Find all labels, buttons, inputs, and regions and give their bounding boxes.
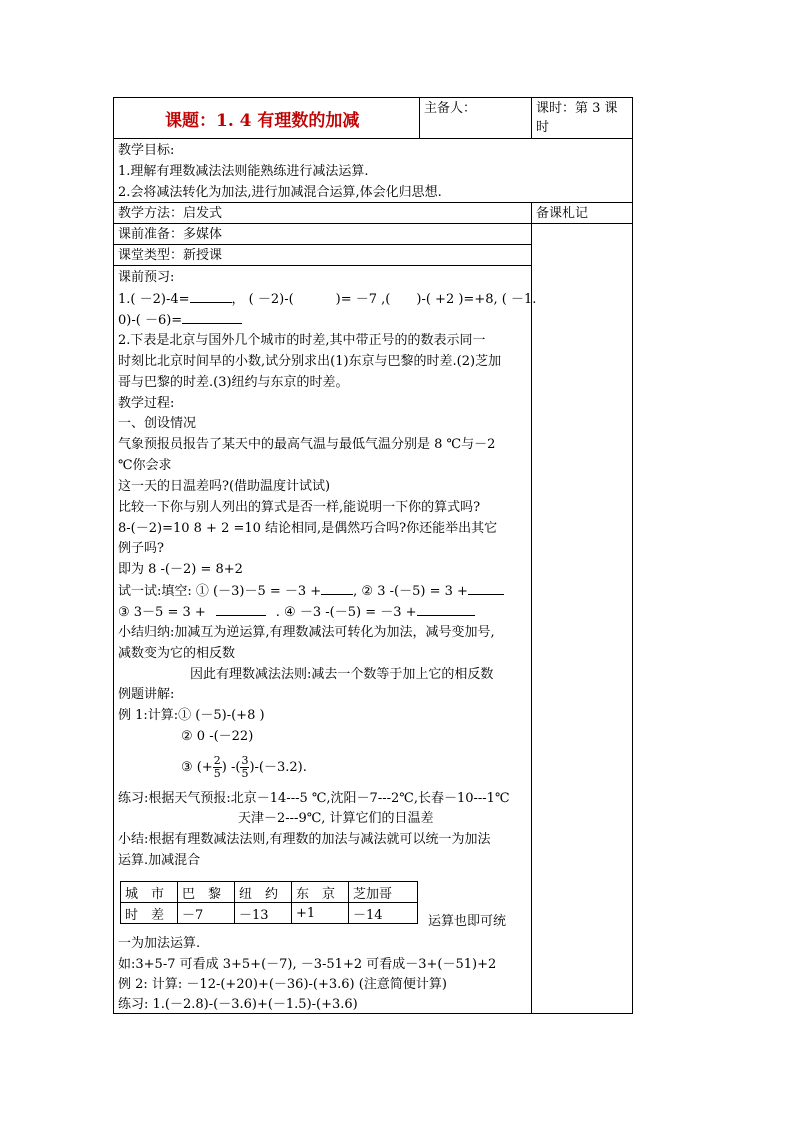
table-cell: 城 市 — [121, 882, 178, 903]
text: 0)-( －6)= — [118, 313, 183, 328]
goal-item: 1.理解有理数减法法则能熟练进行减法运算. — [118, 164, 369, 179]
lesson-type: 课堂类型：新授课 — [118, 248, 223, 263]
process-heading: 教学过程: — [118, 396, 175, 411]
divider — [113, 202, 633, 203]
notes-label: 备课札记 — [536, 206, 589, 221]
body-text: 即为 8 -(－2) = 8+2 — [118, 562, 243, 577]
example-line: ② 0 -(－22) — [181, 729, 254, 744]
table-cell: －7 — [178, 903, 235, 924]
body-text: ℃你会求 — [118, 458, 172, 473]
body-text: 减数变为它的相反数 — [118, 646, 236, 661]
summary-line: 小结:根据有理数减法法则,有理数的加法与减法就可以统一为加法 — [118, 832, 491, 847]
body-text: 运算也即可统 — [428, 914, 507, 929]
practice-line: 天津－2---9℃, 计算它们的日温差 — [238, 811, 434, 826]
body-text: 如:3+5-7 可看成 3+5+(－7), －3-51+2 可看成－3+(－51)+2 — [118, 957, 497, 972]
text: ③ (+ — [181, 760, 213, 775]
table-row — [121, 903, 418, 924]
examples-heading: 例题讲解: — [118, 687, 175, 702]
divider — [113, 265, 531, 266]
table-cell: 东 京 — [292, 882, 349, 903]
table-row — [121, 882, 418, 903]
text: ③ 3－5 = 3 + — [118, 605, 206, 620]
table-cell: －13 — [235, 903, 292, 924]
text: ) -( — [221, 760, 241, 775]
text: . ④ －3 -(－5) = －3 + — [275, 605, 417, 620]
goal-item: 2.会将减法转化为加法,进行加减混合运算,体会化归思想. — [118, 185, 442, 200]
text: 1.( －2)-4= — [118, 292, 190, 307]
body-text: 例 2: 计算: －12-(+20)+(－36)-(+3.6) (注意简便计算) — [118, 977, 447, 992]
body-text: 8-(－2)=10 8 + 2 =10 结论相同,是偶然巧合吗?你还能举出其它 — [118, 521, 498, 536]
preview-line — [118, 290, 536, 308]
class-hours-label: 课时：第 3 课 — [536, 101, 618, 116]
divider — [531, 97, 532, 138]
preview-line — [118, 311, 242, 329]
practice-line: 练习:根据天气预报:北京－14---5 ℃,沈阳－7---2℃,长春－10---1℃ — [118, 791, 510, 806]
preview-heading: 课前预习: — [118, 270, 175, 285]
page-title: 课题：1. 4 有理数的加减 — [165, 111, 360, 131]
preview-line: 哥与巴黎的时差.(3)纽约与东京的时差。 — [118, 375, 349, 390]
body-text: 小结归纳:加减互为逆运算,有理数减法可转化为加法，减号变加号, — [118, 625, 495, 640]
goals-heading: 教学目标: — [118, 143, 175, 158]
body-text: 气象预报员报告了某天中的最高气温与最低气温分别是 8 ℃与－2 — [118, 437, 496, 452]
divider — [419, 97, 420, 138]
answer-blank — [216, 603, 266, 616]
text: 试一试:填空: ① (－3)－5 = －3 + — [118, 584, 322, 599]
text: )-(－3.2). — [249, 760, 307, 775]
summary-line: 运算.加减混合 — [118, 853, 201, 868]
divider — [113, 244, 531, 245]
answer-blank — [321, 582, 353, 595]
exercise-line — [118, 603, 475, 621]
body-text: 这一天的日温差吗?(借助温度计试试) — [118, 479, 331, 494]
fraction: $\frac{2}{5}$ — [213, 754, 221, 780]
table-cell: －14 — [349, 903, 418, 924]
text: )-( +2 )=+8, ( －1. — [416, 292, 537, 307]
teaching-method: 教学方法：启发式 — [118, 206, 223, 221]
preview-line: 2.下表是北京与国外几个城市的时差,其中带正号的的数表示同一 — [118, 333, 486, 348]
preparation: 课前准备：多媒体 — [118, 227, 223, 242]
text: ， ( －2)-( — [231, 292, 294, 307]
preview-line: 时刻比北京时间早的小数,试分别求出(1)东京与巴黎的时差.(2)芝加 — [118, 354, 502, 369]
class-hours-label-cont: 时 — [536, 120, 550, 135]
text: )= －7 ,( — [335, 292, 391, 307]
divider — [113, 223, 633, 224]
preparer-label: 主备人： — [424, 101, 477, 116]
body-text: 练习: 1.(－2.8)-(－3.6)+(－1.5)-(+3.6) — [118, 997, 358, 1012]
table-cell: +1 — [292, 903, 349, 924]
answer-blank — [182, 311, 242, 324]
body-text: 比较一下你与别人列出的算式是否一样,能说明一下你的算式吗? — [118, 500, 481, 515]
answer-blank — [468, 582, 504, 595]
answer-blank — [417, 603, 475, 616]
table-cell: 纽 约 — [235, 882, 292, 903]
fraction: $\frac{3}{5}$ — [241, 754, 249, 780]
example-line — [181, 748, 307, 788]
table-cell: 巴 黎 — [178, 882, 235, 903]
body-text: 例子吗? — [118, 541, 164, 556]
divider — [113, 138, 633, 139]
text: , ② 3 -(－5) = 3 + — [353, 584, 468, 599]
divider — [531, 202, 532, 1014]
table-cell: 芝加哥 — [349, 882, 418, 903]
exercise-line — [118, 582, 504, 600]
rule-text: 因此有理数减法法则:减去一个数等于加上它的相反数 — [190, 667, 494, 682]
section-heading: 一、创设情况 — [118, 416, 197, 431]
answer-blank — [190, 290, 232, 303]
table-cell: 时 差 — [121, 903, 178, 924]
time-difference-table — [120, 881, 418, 924]
example-line: 例 1:计算:① (－5)-(+8 ) — [118, 708, 265, 723]
body-text: 一为加法运算. — [118, 936, 201, 951]
